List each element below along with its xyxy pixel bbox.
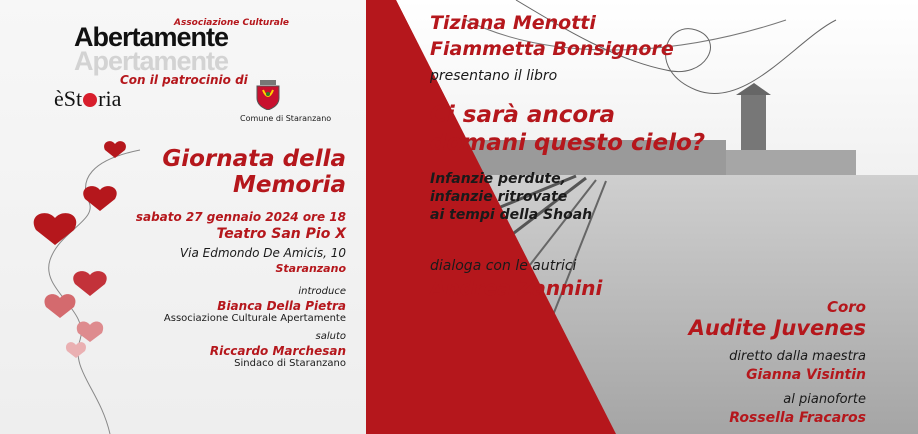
dialoga-label: dialoga con le autrici: [430, 258, 577, 274]
choir-name: Audite Juvenes: [688, 316, 866, 340]
director-label: diretto dalla maestra: [729, 349, 866, 364]
saluto-name: Riccardo Marchesan: [209, 344, 346, 358]
author-1: Tiziana Menotti: [430, 12, 596, 34]
comune-crest-icon: [255, 80, 281, 110]
left-panel: [0, 0, 366, 434]
event-address: Via Edmondo De Amicis, 10: [179, 246, 346, 260]
subtitle-line3: ai tempi della Shoah: [430, 207, 593, 223]
right-panel: [366, 0, 918, 434]
saluto-role: Sindaco di Staranzano: [234, 358, 346, 369]
presentano-label: presentano il libro: [430, 68, 558, 84]
saluto-label: saluto: [315, 331, 346, 342]
subtitle-line2: infanzie ritrovate: [430, 189, 568, 205]
hearts-illustration: [0, 140, 160, 434]
choir-label: Coro: [826, 298, 866, 316]
book-title-line1: Ci sarà ancora: [430, 102, 616, 128]
heart-icon: [34, 141, 126, 358]
introduce-name: Bianca Della Pietra: [217, 299, 346, 313]
logo-association-label: Associazione Culturale: [174, 18, 290, 28]
introduce-role: Associazione Culturale Apertamente: [163, 313, 346, 324]
event-city: Staranzano: [275, 262, 346, 275]
event-venue: Teatro San Pio X: [216, 226, 346, 242]
comune-label: Comune di Staranzano: [240, 114, 332, 123]
subtitle-line1: Infanzie perdute,: [430, 171, 566, 187]
logo-reflection: Apertamente: [74, 46, 229, 76]
event-title-line2: Memoria: [232, 172, 346, 198]
introduce-label: introduce: [298, 286, 346, 297]
apertamente-logo: [74, 14, 290, 76]
director-name: Gianna Visintin: [746, 367, 866, 383]
estoria-logo: èSt ria: [54, 86, 122, 111]
moderator-name: Andrea Zannini: [430, 276, 603, 300]
estoria-poppy-icon: [83, 93, 97, 107]
event-date: sabato 27 gennaio 2024 ore 18: [135, 210, 346, 224]
logo-text: Abertamente: [74, 22, 229, 52]
pianist-name: Rossella Fracaros: [729, 410, 866, 426]
author-2: Fiammetta Bonsignore: [430, 38, 674, 60]
event-title-line1: Giornata della: [162, 146, 346, 172]
piano-label: al pianoforte: [783, 392, 866, 407]
book-title-line2: domani questo cielo?: [430, 130, 706, 156]
patrocinio-label: Con il patrocinio di: [120, 73, 248, 87]
